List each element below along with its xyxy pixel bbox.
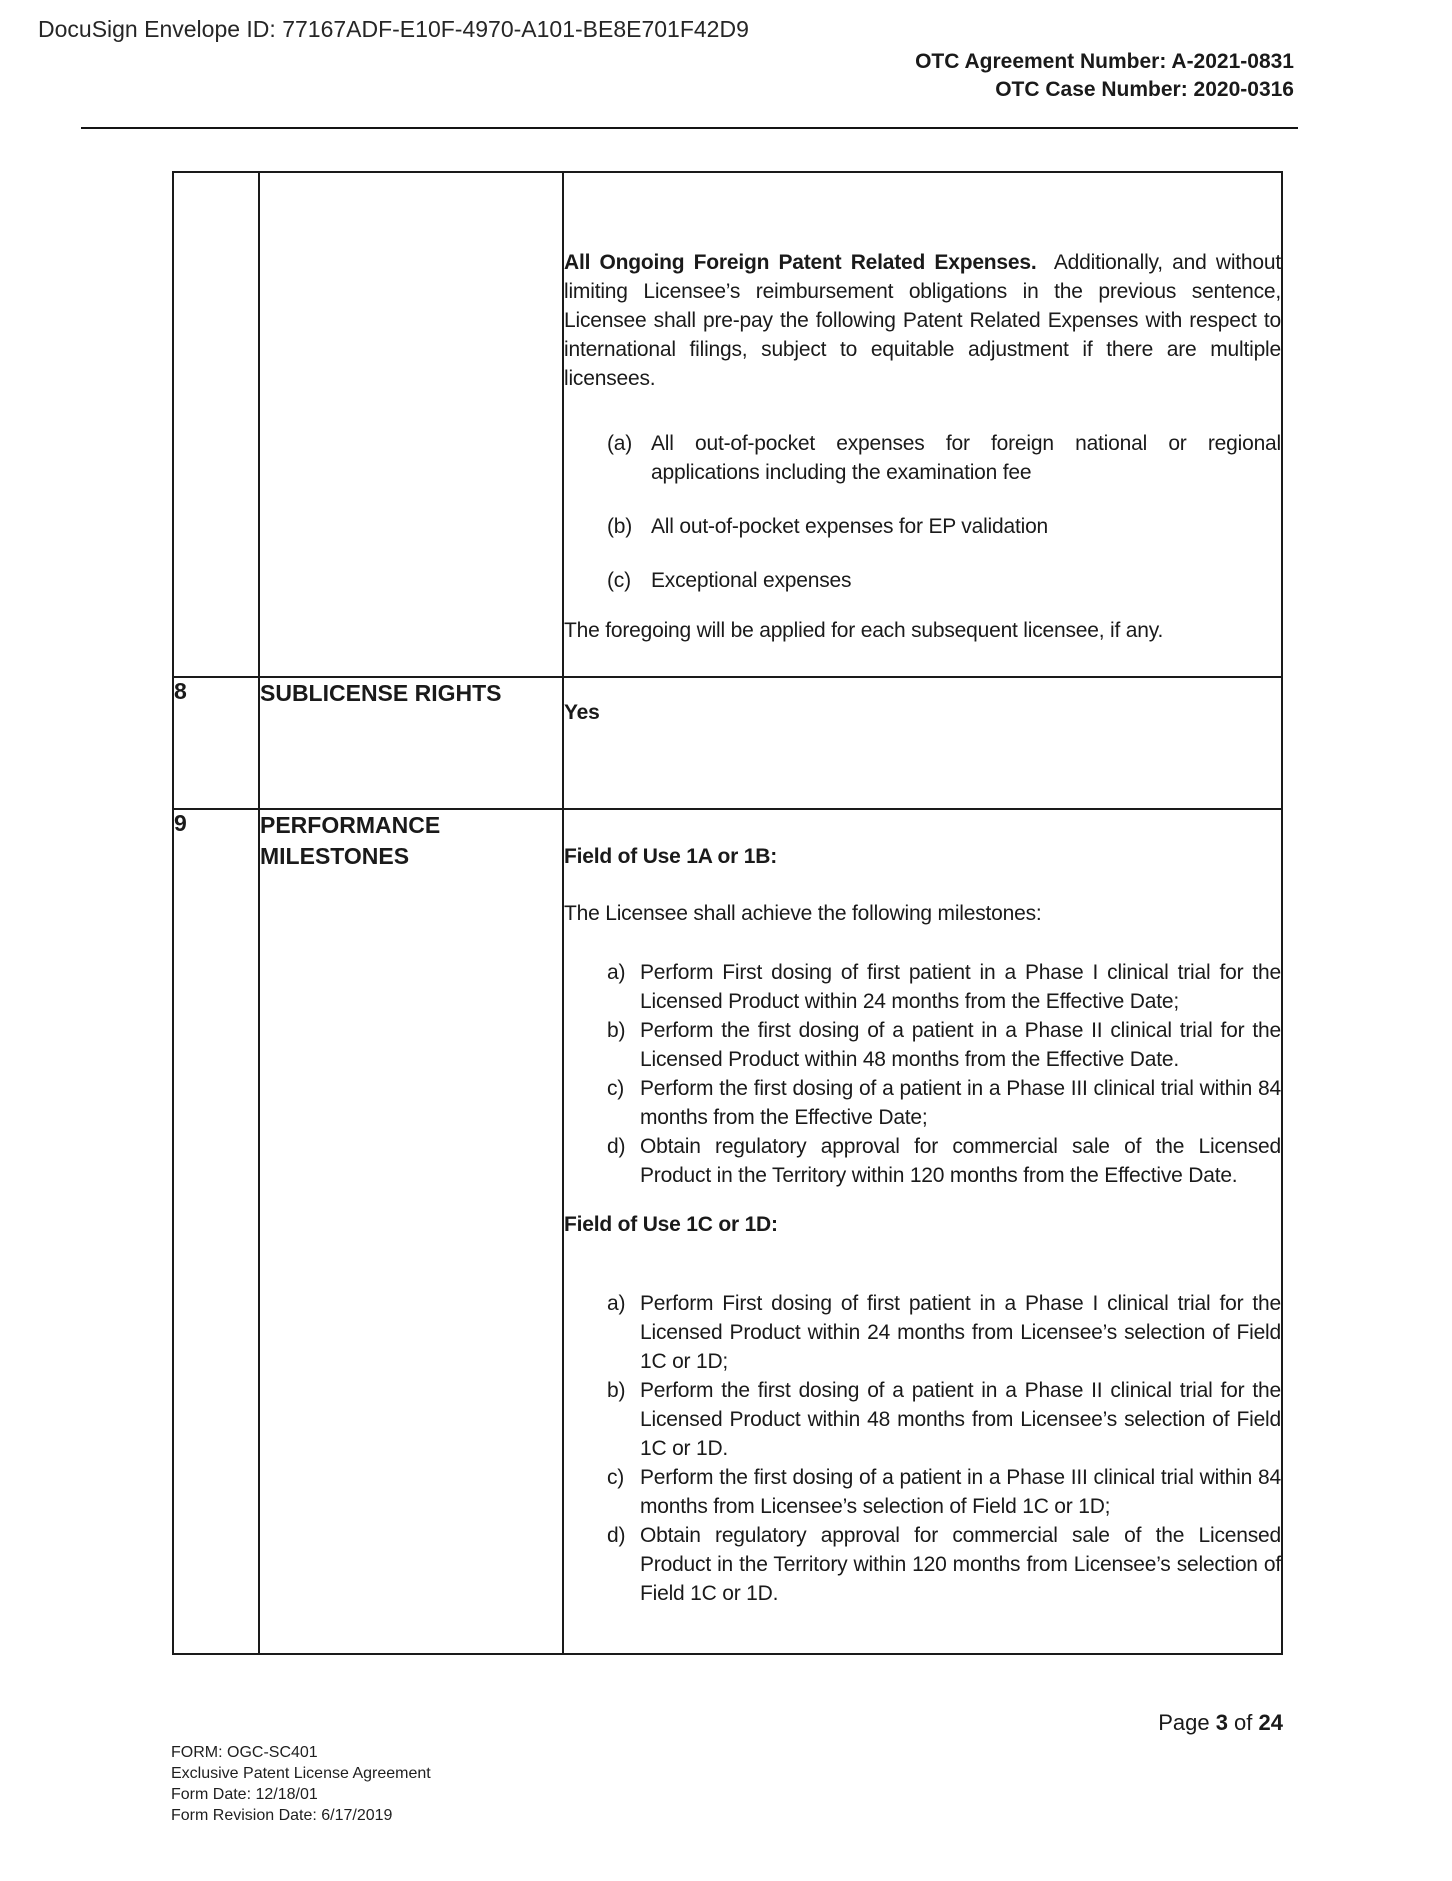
list-item-text: Perform the first dosing of a patient in a Phase III clinical trial within 84 months from Licensee’s selection of Field 1C or 1D; — [640, 1466, 1281, 1518]
page-number-indicator — [1158, 1710, 1283, 1736]
performance-milestones-content — [564, 810, 1281, 1608]
list-item — [607, 1289, 1281, 1376]
list-item-marker: d) — [607, 1524, 626, 1547]
otc-agreement-number: OTC Agreement Number: A-2021-0831 — [915, 50, 1294, 73]
list-item-text: Perform First dosing of first patient in a Phase I clinical trial for the Licensed Product within 24 months from Licensee’s selection of Field 1C or 1D; — [640, 1292, 1281, 1373]
otc-case-number: OTC Case Number: 2020-0316 — [995, 78, 1294, 101]
lead-bold-sentence: All Ongoing Foreign Patent Related Expenses. — [564, 251, 1037, 274]
table-row-patent-expenses — [173, 172, 1282, 677]
closing-sentence: The foregoing will be applied for each subsequent licensee, if any. — [564, 619, 1164, 642]
table-row-sublicense-rights — [173, 677, 1282, 809]
list-item-marker: c) — [607, 1466, 625, 1489]
row-number-cell-empty — [173, 172, 259, 677]
list-item — [607, 566, 1281, 595]
form-title-line: Exclusive Patent License Agreement — [171, 1765, 431, 1782]
list-item-text: Exceptional expenses — [651, 569, 852, 592]
otc-header — [915, 48, 1294, 104]
form-number-line: FORM: OGC-SC401 — [171, 1744, 318, 1761]
list-item-text: Perform the first dosing of a patient in a Phase II clinical trial for the Licensed Product within 48 months from Licensee’s selection of Field 1C or 1D. — [640, 1379, 1281, 1460]
list-item-text: Obtain regulatory approval for commercial sale of the Licensed Product in the Territory within 120 months from Licensee’s selection of Field 1C or 1D. — [640, 1524, 1281, 1605]
list-item-marker: (a) — [607, 432, 633, 455]
list-item-text: Perform the first dosing of a patient in a Phase II clinical trial for the Licensed Product within 48 months from the Effective Date. — [640, 1019, 1281, 1071]
lead-rest-sentence: Additionally, and without limiting Licensee’s reimbursement obligations in the previous sentence, Licensee shall pre-pay the following Patent Related Expenses with respect to international filings, subject to equitable adjustment if there are multiple licensees. — [564, 251, 1281, 390]
list-item-text: Obtain regulatory approval for commercial sale of the Licensed Product in the Territory within 120 months from the Effective Date. — [640, 1135, 1281, 1187]
of-label: of — [1227, 1710, 1259, 1735]
list-item-marker: b) — [607, 1019, 626, 1042]
list-item — [607, 1132, 1281, 1190]
performance-milestones-cell — [563, 809, 1282, 1654]
row-label-cell: PERFORMANCE MILESTONES — [259, 809, 563, 1654]
list-item — [607, 1074, 1281, 1132]
row-label-cell-empty — [259, 172, 563, 677]
sublicense-rights-cell — [563, 677, 1282, 809]
list-item-text: All out-of-pocket expenses for EP validation — [651, 515, 1049, 538]
form-identification-block — [171, 1742, 431, 1826]
list-item-marker: c) — [607, 1077, 625, 1100]
page-total: 24 — [1258, 1710, 1283, 1735]
list-item-marker: d) — [607, 1135, 626, 1158]
list-item — [607, 429, 1281, 487]
field-1c-1d-heading: Field of Use 1C or 1D: — [564, 1213, 778, 1236]
list-item — [607, 1463, 1281, 1521]
sublicense-rights-value: Yes — [564, 701, 600, 724]
docusign-envelope-id: DocuSign Envelope ID: 77167ADF-E10F-4970-A101-BE8E701F42D9 — [38, 16, 749, 42]
list-item-marker: (c) — [607, 569, 631, 592]
list-item — [607, 512, 1281, 541]
row-label-cell: SUBLICENSE RIGHTS — [259, 677, 563, 809]
list-item-marker: a) — [607, 1292, 626, 1315]
list-item-text: Perform the first dosing of a patient in a Phase III clinical trial within 84 months from the Effective Date; — [640, 1077, 1281, 1129]
row-number-cell: 8 — [173, 677, 259, 809]
milestone-list-1a-1b — [607, 958, 1281, 1190]
page-label: Page — [1158, 1710, 1216, 1735]
milestone-list-1c-1d — [607, 1289, 1281, 1608]
patent-expenses-content — [564, 173, 1281, 645]
header-rule — [81, 127, 1298, 129]
list-item — [607, 958, 1281, 1016]
list-item-text: All out-of-pocket expenses for foreign national or regional applications including the examination fee — [651, 432, 1281, 484]
patent-expenses-paragraph — [564, 248, 1281, 393]
table-row-performance-milestones — [173, 809, 1282, 1654]
form-date-line: Form Date: 12/18/01 — [171, 1786, 318, 1803]
list-item-text: Perform First dosing of first patient in a Phase I clinical trial for the Licensed Product within 24 months from the Effective Date; — [640, 961, 1281, 1013]
list-item — [607, 1521, 1281, 1608]
milestones-intro: The Licensee shall achieve the following milestones: — [564, 902, 1042, 925]
form-revision-date-line: Form Revision Date: 6/17/2019 — [171, 1807, 393, 1824]
patent-expenses-cell — [563, 172, 1282, 677]
row-number-cell: 9 — [173, 809, 259, 1654]
list-item-marker: (b) — [607, 515, 633, 538]
page-number: 3 — [1215, 1710, 1228, 1735]
license-terms-table — [172, 171, 1283, 1655]
list-item — [607, 1376, 1281, 1463]
list-item-marker: a) — [607, 961, 626, 984]
list-item — [607, 1016, 1281, 1074]
list-item-marker: b) — [607, 1379, 626, 1402]
expense-list — [607, 429, 1281, 595]
field-1a-1b-heading: Field of Use 1A or 1B: — [564, 845, 778, 868]
